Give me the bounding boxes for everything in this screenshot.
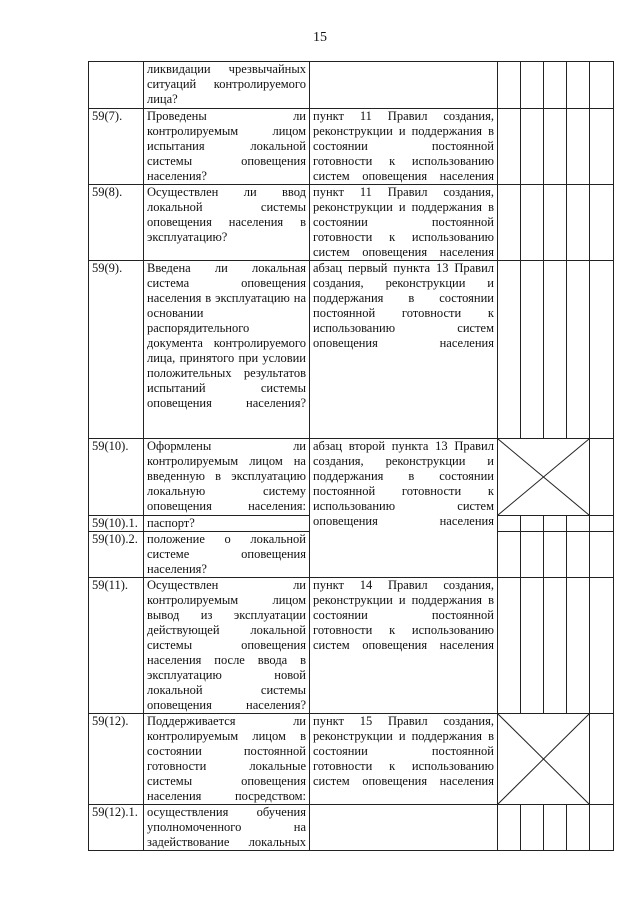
table-row (89, 578, 614, 714)
answer-cell (590, 805, 614, 851)
table-row (89, 714, 614, 805)
item-reference: пункт 14 Правил создания, реконструкции и поддержания в состоянии постоянной готовности к использованию систем оповещения населения (310, 578, 498, 714)
item-number: 59(7). (89, 109, 144, 185)
item-reference: пункт 11 Правил создания, реконструкции и поддержания в состоянии постоянной готовности к использованию систем оповещения населения (310, 185, 498, 261)
answer-cell (590, 185, 614, 261)
item-question: Проведены ли контролируемым лицом испытания локальной системы оповещения населения? (144, 109, 310, 185)
answer-cell (498, 109, 521, 185)
answer-cell (521, 185, 544, 261)
answer-cell (590, 62, 614, 109)
table-row (89, 261, 614, 439)
item-number: 59(9). (89, 261, 144, 439)
answer-cell (544, 578, 567, 714)
item-number: 59(10).2. (89, 532, 144, 578)
answer-cell (567, 109, 590, 185)
answer-cell (544, 185, 567, 261)
answer-cell (567, 62, 590, 109)
table-row (89, 805, 614, 851)
item-number: 59(11). (89, 578, 144, 714)
table-row (89, 62, 614, 109)
item-question: Введена ли локальная система оповещения населения в эксплуатацию на основании распорядительного документа контролируемого лица, принятого при условии положительных результатов испытаний системы оповещения населения? (144, 261, 310, 439)
item-number (89, 62, 144, 109)
item-question: Осуществлен ли ввод локальной системы оповещения населения в эксплуатацию? (144, 185, 310, 261)
answer-cell (498, 532, 521, 578)
item-question: ликвидации чрезвычайных ситуаций контролируемого лица? (144, 62, 310, 109)
answer-cell (544, 805, 567, 851)
item-reference: абзац первый пункта 13 Правил создания, реконструкции и поддержания в состоянии постоянной готовности к использованию систем оповещения населения (310, 261, 498, 439)
answer-cell (590, 109, 614, 185)
answer-cell (590, 439, 614, 516)
answer-cell (567, 805, 590, 851)
item-number: 59(10). (89, 439, 144, 516)
answer-cell (590, 261, 614, 439)
item-number: 59(10).1. (89, 516, 144, 532)
item-reference (310, 62, 498, 109)
item-number: 59(12). (89, 714, 144, 805)
item-question: паспорт? (144, 516, 310, 532)
answer-cell (498, 516, 521, 532)
answer-cell (567, 532, 590, 578)
answer-cell (590, 578, 614, 714)
answer-cell (521, 261, 544, 439)
item-number: 59(8). (89, 185, 144, 261)
item-number: 59(12).1. (89, 805, 144, 851)
table-row (89, 185, 614, 261)
answer-cell (521, 805, 544, 851)
item-reference: пункт 11 Правил создания, реконструкции и поддержания в состоянии постоянной готовности к использованию систем оповещения населения (310, 109, 498, 185)
answer-cell (498, 185, 521, 261)
answer-cell (521, 62, 544, 109)
answer-cell (567, 516, 590, 532)
answer-cell (498, 261, 521, 439)
answer-cell (521, 516, 544, 532)
answer-cell (544, 516, 567, 532)
answer-cell (498, 62, 521, 109)
answer-cell (521, 532, 544, 578)
answer-cell (590, 532, 614, 578)
item-reference: абзац второй пункта 13 Правил создания, реконструкции и поддержания в состоянии постоянной готовности к использованию систем оповещения населения (310, 439, 498, 578)
item-question: Осуществлен ли контролируемым лицом вывод из эксплуатации действующей локальной системы оповещения населения после ввода в эксплуатацию новой локальной системы оповещения населения? (144, 578, 310, 714)
answer-cell (567, 261, 590, 439)
item-question: Оформлены ли контролируемым лицом на введенную в эксплуатацию локальную систему оповещения населения: (144, 439, 310, 516)
table-row (89, 109, 614, 185)
item-question: осуществления обучения уполномоченного на задействование локальных (144, 805, 310, 851)
item-reference (310, 805, 498, 851)
answer-cell (521, 109, 544, 185)
answer-cell (521, 578, 544, 714)
answer-cell (498, 805, 521, 851)
not-applicable-cross (498, 714, 590, 805)
answer-cell (544, 62, 567, 109)
not-applicable-cross (498, 439, 590, 516)
answer-cell (544, 109, 567, 185)
answer-cell (590, 714, 614, 805)
answer-cell (498, 578, 521, 714)
item-question: положение о локальной системе оповещения населения? (144, 532, 310, 578)
answer-cell (567, 578, 590, 714)
answer-cell (544, 532, 567, 578)
item-question: Поддерживается ли контролируемым лицом в состоянии постоянной готовности локальные системы оповещения населения посредством: (144, 714, 310, 805)
page-number: 15 (313, 30, 327, 45)
table-row (89, 439, 614, 516)
answer-cell (590, 516, 614, 532)
answer-cell (567, 185, 590, 261)
checklist-table (88, 61, 614, 851)
answer-cell (544, 261, 567, 439)
item-reference: пункт 15 Правил создания, реконструкции и поддержания в состоянии постоянной готовности к использованию систем оповещения населения (310, 714, 498, 805)
